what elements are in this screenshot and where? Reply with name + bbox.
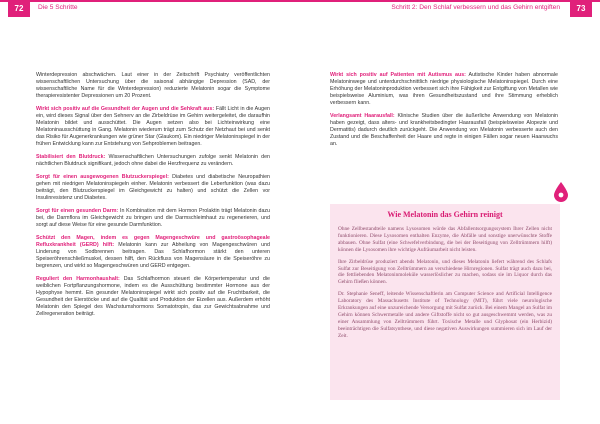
page-number-left: 72 [8,0,30,17]
paragraph-lead: Stabilisiert den Blutdruck: [36,154,106,161]
paragraph-text: Winterdepression abschwächen. Laut einer in der Zeitschrift Psychiatry veröffentlichten wissenschaftlichen Untersuchung über die saisonal abhängige Depression (SAD, der wissenschaftliche Name für die Winterdepression) reduzierte Melatonin sogar die Symptome therapieresistenter Depressionen um 20 Prozent. [36,72,270,100]
paragraph [330,113,558,148]
top-accent-line [0,0,600,2]
sidebar-box [330,204,560,400]
sidebar-paragraph: Dr. Stephanie Seneff, leitende Wissenschaftlerin am Computer Science and Artificial Intelligence Laboratory des Massachusetts Institute of Technology (MIT), führt viele neurologische Erkrankungen auf eine unzureichende Versorgung mit Sulfat zurück. Bei einem Mangel an Sulfat im Gehirn können Schwermetalle und andere Giftstoffe nicht so gut ausgeschwemmt werden, was zu einer Ansammlung von Zelltrümmern führt. Toxische Metalle und Glyphosat (ein Herbizid) beeinträchtigen die Sulfatsynthese, und diese negativen Auswirkungen summieren sich im Lauf der Zeit. [338,291,552,339]
running-head-left: Die 5 Schritte [38,4,78,11]
paragraph [36,72,270,100]
paragraph-text: Das Schlafhormon steuert die Körpertemperatur und die weiblichen Fortpflanzungshormone, indem es die Ausschüttung bestimmter Hormone aus der Hypophyse hemmt. Ein gesunder Melatoninspiegel wirkt sich positiv auf die Fruchtbarkeit, die Gesundheit der Eierstöcke und auf die Qualität und Produktion der Eizellen aus. Außerdem erhöht Melatonin den Spiegel des Wachstumshormons Somatotropin, das zur Gewichtsabnahme und Zellregeneration beiträgt. [36,275,270,318]
paragraph-lead: Wirkt sich positiv auf Patienten mit Autismus aus: [330,72,466,78]
sidebar-title: Wie Melatonin das Gehirn reinigt [387,210,503,219]
paragraph-text: Diabetes und diabetische Neuropathien gehen mit niedrigen Melatoninspiegeln einher. Melatonin verbessert die Leberfunktion (was dazu beiträgt, den Blutzuckerspiegel im Gleichgewicht zu halten) und schützt die Zellen vor Insulinresistenz und Diabetes. [36,173,270,202]
paragraph-text: Fällt Licht in die Augen ein, wird dieses Signal über den Sehnerv an die Zirbeldrüse im Gehirn weitergeleitet, die daraufhin Melatonin bildet und ausschüttet. Die Augen setzen also bei Lichteinwirkung eine Melatoninausschüttung in Gang. Melatonin wiederum trägt zum Schutz der Netzhaut bei und senkt das Risiko für Augenerkrankungen wie grüner Star (Glaukom). Ein niedriger Melatoninspiegel in der frühen Entwicklung kann zur Entstehung von Sehproblemen beitragen. [36,105,270,148]
paragraph-lead: Sorgt für einen ausgewogenen Blutzuckerspiegel: [36,173,169,180]
paragraph-text: In Kombination mit dem Hormon Prolaktin trägt Melatonin dazu bei, die Darmflora im Gleichgewicht zu bringen und die Darmschleimhaut zu regenerieren, und sorgt auf diese Weise für eine gesunde Darmfunktion. [36,207,270,229]
right-text-column [330,72,558,154]
sidebar-paragraph: Ohne Zellbestandteile namens Lysosomen würde das Abfallentsorgungssystem Ihrer Zellen nicht funktionieren. Diese Lysosomen enthalten Enzyme, die Abfälle und sonstige unerwünschte Stoffe abbauen. Ohne Sulfat (eine Schwefelverbindung, die bei der Beseitigung von Zelltrümmern hilft) können die Lysosomen ihre wichtige Aufräumarbeit nicht leisten. [338,226,552,253]
paragraph [36,174,270,202]
paragraph-lead: Reguliert den Harmonhaushalt: [36,275,120,282]
paragraph-text: Autistische Kinder haben abnormale Melatoninwege und unterdurchschnittlich niedrige physiologische Melatoninspiegel. Durch eine Erhöhung der Melatoninproduktion verbessert sich ihre Fähigkeit zur Entgiftung von Metallen wie beispielsweise Aluminium, was ihren Gesundheitszustand und ihre Stimmung erheblich verbessern kann. [330,72,558,107]
paragraph-text: Klinische Studien über die äußerliche Anwendung von Melatonin haben gezeigt, dass alters- und krankheitsbedingter Haarausfall (beispielsweise Alopezie und Dermatitis) dadurch deutlich zurückgeht. Die Anwendung von Melatonin verbesserte auch den Zustand und die Beschaffenheit der Haare und regte in einigen Fällen sogar neuen Haarwuchs an. [330,113,559,148]
paragraph-text: Melatonin kann zur Abheilung von Magengeschwüren und Linderung von Sodbrennen beitragen. Das Schlafhormon stärkt den unteren Speiseröhrenschließmuskel, dessen hilft, den Rückfluss von Magensäure in die Speiseröhre zu begrenzen, und wirkt so Magengeschwüren und GERD entgegen. [36,241,270,270]
sidebar-body [338,226,552,345]
drop-icon [554,182,568,202]
left-text-column [36,72,270,324]
paragraph-text: Wissenschaftlichen Untersuchungen zufolge senkt Melatonin den nächtlichen Blutdruck signifikant, jedoch ohne dabei die Herzfrequenz zu verändern. [36,154,270,168]
sidebar-paragraph: Ihre Zirbeldrüse produziert abends Melatonin, und dieses Melatonin liefert während des Schlafs Sulfat zur Beseitigung von Zelltrümmern an verschiedene Hirnregionen. Sulfat trägt auch dazu bei, die fettliebenden Melatoninmoleküle wasserlöslicher zu machen, sodass sie im Liquor durch das Gehirn fließen können. [338,258,552,286]
running-head-right: Schritt 2: Den Schlaf verbessern und das Gehirn entgiften [391,4,560,11]
page-number-right: 73 [570,0,592,17]
paragraph [36,208,270,229]
paragraph-lead: Sorgt für einen gesunden Darm: [36,207,119,214]
paragraph [36,106,270,149]
paragraph-lead: Verlangsamt Haarausfall: [330,113,395,120]
paragraph-lead: Schützt den Magen, indem es gegen Magengeschwüre und gastroösophageale Refluxkrankheit (GERD) hilft: [36,234,270,248]
paragraph [36,154,270,168]
paragraph [36,276,270,319]
paragraph-lead: Wirkt sich positiv auf die Gesundheit der Augen und die Sehkraft aus: [36,105,215,112]
paragraph [330,72,558,107]
paragraph [36,235,270,270]
